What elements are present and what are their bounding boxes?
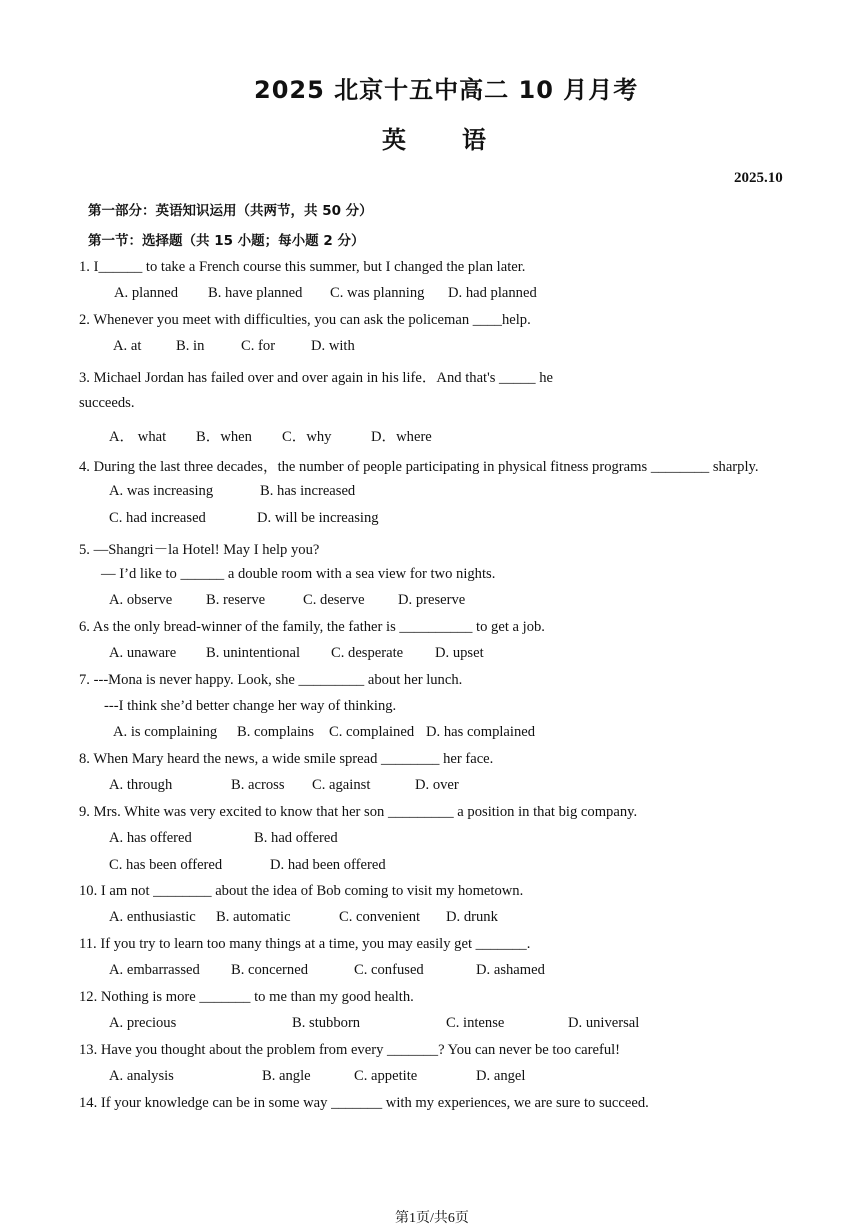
option: C. has been offered	[109, 857, 223, 873]
option: C. intense	[446, 1015, 505, 1031]
question-text: 3. Michael Jordan has failed over and over again in his life．And that's _____ he	[79, 370, 553, 386]
option: B. unintentional	[206, 645, 301, 661]
option: A. observe	[109, 592, 173, 608]
question-text: 8. When Mary heard the news, a wide smile spread ________ her face.	[79, 751, 494, 767]
option: B. reserve	[206, 592, 266, 608]
option: B. in	[176, 338, 205, 354]
exam-date: 2025.10	[734, 170, 783, 186]
option: C. convenient	[339, 909, 421, 925]
option: D. with	[311, 338, 355, 354]
question-text: — I’d like to ______ a double room with a sea view for two nights.	[101, 566, 496, 582]
subject-char-2: 语	[462, 126, 486, 154]
option: D. had planned	[448, 285, 537, 301]
option: B. across	[231, 777, 285, 793]
option: D. had been offered	[270, 857, 386, 873]
option: D. over	[415, 777, 459, 793]
option: A. enthusiastic	[109, 909, 196, 925]
option: A. at	[113, 338, 142, 354]
exam-title: 2025 北京十五中高二 10 月月考	[254, 76, 639, 104]
option: D. drunk	[446, 909, 498, 925]
option: A. through	[109, 777, 173, 793]
option: A. planned	[114, 285, 179, 301]
question-text: 6. As the only bread-winner of the family, the father is __________ to get a job.	[79, 619, 545, 635]
option: A. embarrassed	[109, 962, 200, 978]
page-number: 第1页/共6页	[395, 1211, 469, 1226]
question-text: 4. During the last three decades，the number of people participating in physical fitness programs ________ sharply.	[79, 459, 759, 475]
question-text: 1. I______ to take a French course this summer, but I changed the plan later.	[79, 259, 526, 275]
option: B. had offered	[254, 830, 338, 846]
option: B. complains	[237, 724, 315, 740]
option: C. appetite	[354, 1068, 418, 1084]
section-heading: 第一节：选择题（共 15 小题；每小题 2 分）	[88, 233, 365, 249]
question-text: 13. Have you thought about the problem from every _______? You can never be too careful!	[79, 1042, 621, 1058]
option: C. for	[241, 338, 276, 354]
option: D. angel	[476, 1068, 526, 1084]
subject-char-1: 英	[382, 126, 406, 154]
part-heading: 第一部分：英语知识运用（共两节，共 50 分）	[88, 203, 373, 219]
option: C. desperate	[331, 645, 404, 661]
option: B. has increased	[260, 483, 356, 499]
option: A. was increasing	[109, 483, 214, 499]
option: D. universal	[568, 1015, 640, 1031]
option: C. had increased	[109, 510, 206, 526]
option: D. ashamed	[476, 962, 545, 978]
option: C. complained	[329, 724, 415, 740]
option: A. analysis	[109, 1068, 174, 1084]
option: A． what	[109, 429, 167, 445]
question-text: 9. Mrs. White was very excited to know that her son _________ a position in that big company.	[79, 804, 638, 820]
option: A. precious	[109, 1015, 177, 1031]
option: D. will be increasing	[257, 510, 379, 526]
option: D. preserve	[398, 592, 466, 608]
option: B. stubborn	[292, 1015, 361, 1031]
option: C. was planning	[330, 285, 425, 301]
option: B. have planned	[208, 285, 303, 301]
question-text: 10. I am not ________ about the idea of Bob coming to visit my hometown.	[79, 883, 524, 899]
option: C. confused	[354, 962, 424, 978]
question-text: 14. If your knowledge can be in some way _______ with my experiences, we are sure to succeed.	[79, 1095, 649, 1111]
question-text: 2. Whenever you meet with difficulties, you can ask the policeman ____help.	[79, 312, 531, 328]
option: D. has complained	[426, 724, 536, 740]
option: A. is complaining	[113, 724, 218, 740]
question-text: succeeds.	[79, 395, 135, 411]
option: B. angle	[262, 1068, 311, 1084]
question-text: 11. If you try to learn too many things at a time, you may easily get _______.	[79, 936, 531, 952]
option: B. concerned	[231, 962, 308, 978]
question-text: 12. Nothing is more _______ to me than my good health.	[79, 989, 414, 1005]
option: A. has offered	[109, 830, 192, 846]
option: C．why	[282, 429, 332, 445]
option: C. deserve	[303, 592, 365, 608]
question-text: ---I think she’d better change her way of thinking.	[104, 698, 397, 714]
question-text: 7. ---Mona is never happy. Look, she _________ about her lunch.	[79, 672, 463, 688]
option: D. upset	[435, 645, 484, 661]
option: B．when	[196, 429, 252, 445]
option: D．where	[371, 429, 432, 445]
option: C. against	[312, 777, 371, 793]
option: A. unaware	[109, 645, 177, 661]
question-text: 5. —Shangri－la Hotel! May I help you?	[79, 542, 320, 558]
option: B. automatic	[216, 909, 291, 925]
